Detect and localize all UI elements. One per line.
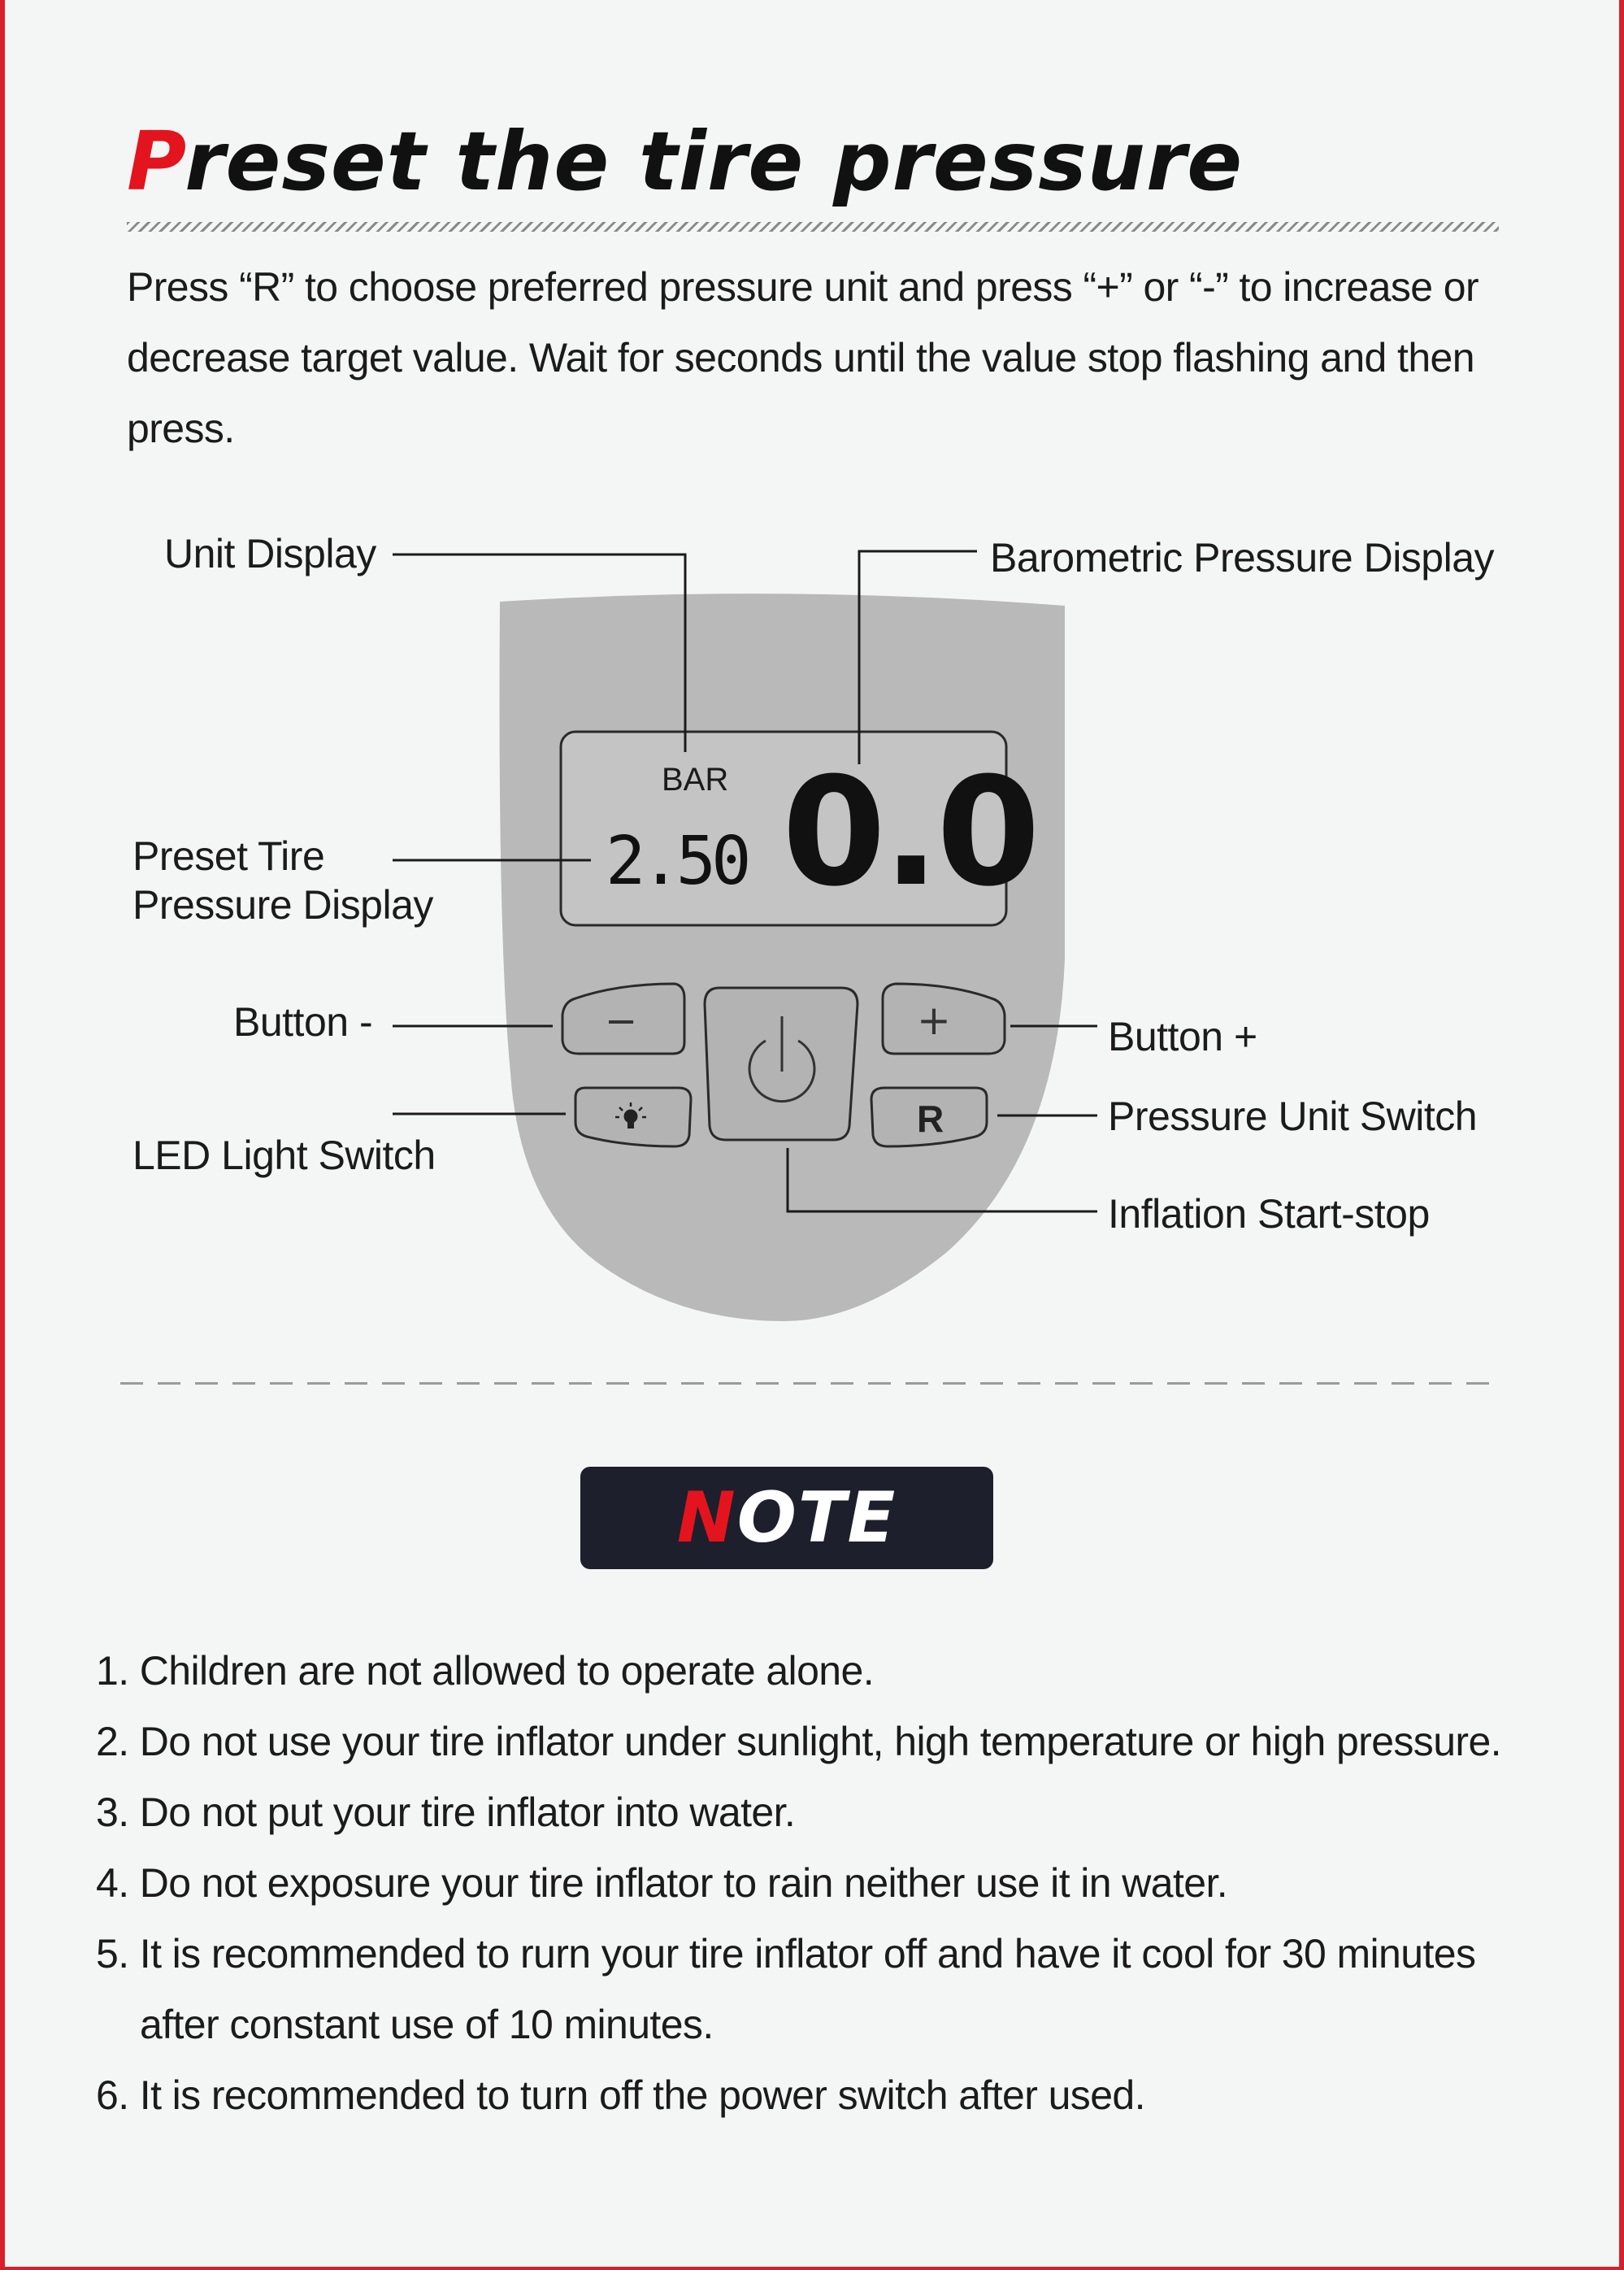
intro-line: Press “R” to choose preferred pressure unit and press “+” or “-” to increase or <box>127 264 1479 310</box>
note-badge <box>580 1467 993 1569</box>
label-unit-switch: Pressure Unit Switch <box>1108 1094 1478 1139</box>
note-first-letter: N <box>676 1477 737 1559</box>
note-item: 3. Do not put your tire inflator into water. <box>96 1789 796 1835</box>
note-rest: OTE <box>736 1477 897 1559</box>
label-preset-line2: Pressure Display <box>132 882 433 928</box>
intro-line: decrease target value. Wait for seconds until the value stop flashing and then <box>127 335 1474 381</box>
label-barometric-display: Barometric Pressure Display <box>990 535 1495 581</box>
r-button-label: R <box>917 1098 944 1140</box>
label-unit-display: Unit Display <box>164 531 376 576</box>
label-button-plus: Button + <box>1108 1014 1257 1059</box>
plus-button-label: + <box>917 997 951 1044</box>
title-first-letter: P <box>127 114 185 209</box>
label-button-minus: Button - <box>233 999 373 1045</box>
label-start-stop: Inflation Start-stop <box>1108 1191 1430 1237</box>
label-preset-line1: Preset Tire <box>132 833 325 879</box>
lcd-current-value: 0.0 <box>782 746 1037 920</box>
note-heading <box>677 1477 897 1559</box>
title-rest: reset the tire pressure <box>185 114 1244 209</box>
label-led-switch: LED Light Switch <box>132 1133 436 1178</box>
note-item: 1. Children are not allowed to operate alone. <box>96 1648 874 1694</box>
note-list <box>96 1636 1559 2131</box>
lcd-unit-text: BAR <box>662 762 729 798</box>
section-divider <box>120 1382 1504 1385</box>
note-item: 2. Do not use your tire inflator under sunlight, high temperature or high pressure. <box>96 1719 1501 1764</box>
note-item-continuation: after constant use of 10 minutes. <box>140 2002 714 2047</box>
minus-button-label: − <box>605 998 638 1044</box>
intro-line: press. <box>127 406 235 451</box>
note-item: 4. Do not exposure your tire inflator to rain neither use it in water. <box>96 1860 1228 1906</box>
note-item: 5. It is recommended to rurn your tire inflator off and have it cool for 30 minutes <box>96 1931 1476 1976</box>
note-item: 6. It is recommended to turn off the power switch after used. <box>96 2072 1145 2118</box>
lcd-preset-value: 2.50 <box>606 823 747 900</box>
